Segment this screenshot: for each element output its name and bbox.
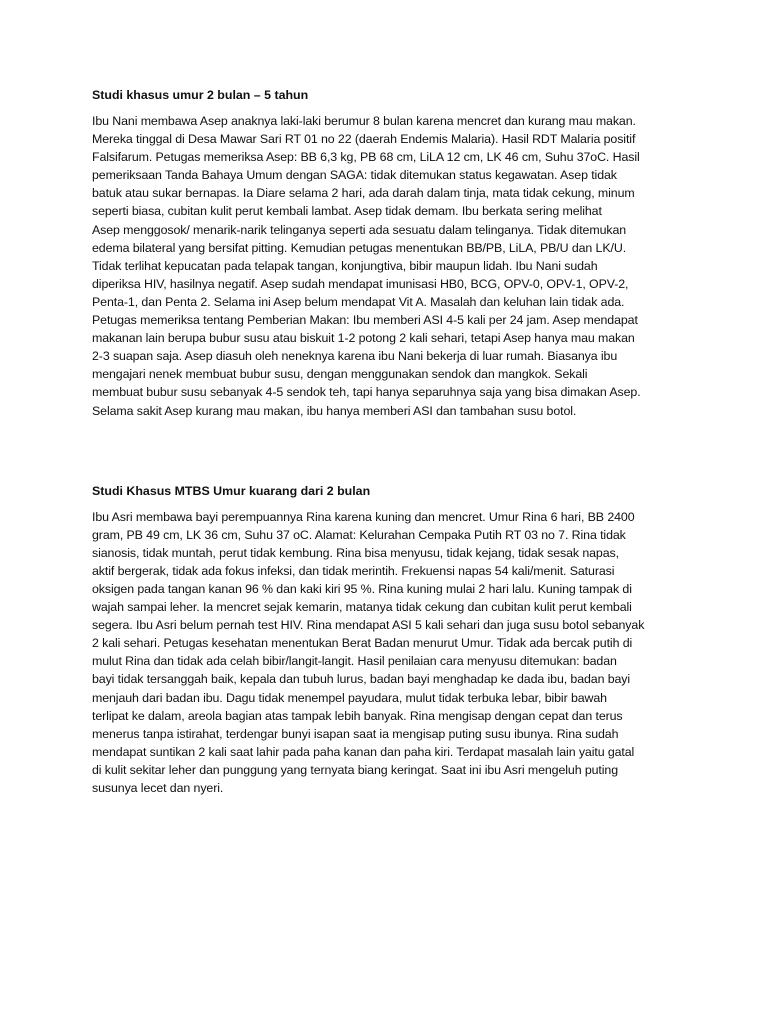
case-study-paragraph [92,112,676,420]
paragraph-line: Ibu Asri membawa bayi perempuannya Rina karena kuning dan mencret. Umur Rina 6 hari, BB 2400 [92,509,635,524]
paragraph-line: Selama sakit Asep kurang mau makan, ibu hanya memberi ASI dan tambahan susu botol. [92,403,577,418]
paragraph-line: pemeriksaan Tanda Bahaya Umum dengan SAGA: tidak ditemukan status kegawatan. Asep tidak [92,168,617,183]
paragraph-line: Ibu Nani membawa Asep anaknya laki-laki berumur 8 bulan karena mencret dan kurang mau makan. [92,114,636,128]
paragraph-line: sianosis, tidak muntah, perut tidak kembung. Rina bisa menyusu, tidak kejang, tidak sesak napas, [92,545,619,560]
paragraph-line: Petugas memeriksa tentang Pemberian Makan: Ibu memberi ASI 4-5 kali per 24 jam. Asep mendapat [92,313,638,328]
paragraph-line: susunya lecet dan nyeri. [92,781,224,795]
paragraph-line: edema bilateral yang bersifat pitting. Kemudian petugas menentukan BB/PB, LiLA, PB/U dan LK/U. [92,240,627,255]
paragraph-line: mengajari nenek membuat bubur susu, dengan menggunakan sendok dan mangkok. Sekali [92,367,588,382]
paragraph-line: 2 kali sehari. Petugas kesehatan menentukan Berat Badan menurut Umur. Tidak ada bercak putih di [92,636,633,651]
paragraph-line: mendapat suntikan 2 kali saat lahir pada paha kanan dan paha kiri. Terdapat masalah lain yaitu gatal [92,744,635,759]
paragraph-line: Penta-1, dan Penta 2. Selama ini Asep belum mendapat Vit A. Masalah dan keluhan lain tidak ada. [92,294,625,309]
paragraph-line: aktif bergerak, tidak ada fokus infeksi, dan tidak merintih. Frekuensi napas 54 kali/menit. Saturasi [92,563,615,578]
case-study-section-2 [92,482,676,798]
paragraph-line: wajah sampai leher. Ia mencret sejak kemarin, matanya tidak cekung dan cubitan kulit perut kembali [92,600,632,615]
document-content [92,86,676,797]
paragraph-line: 2-3 suapan saja. Asep diasuh oleh neneknya karena ibu Nani bekerja di luar rumah. Biasanya ibu [92,349,618,364]
paragraph-line: oksigen pada tangan kanan 96 % dan kaki kiri 95 %. Rina kuning mulai 2 hari lalu. Kuning tampak di [92,581,632,596]
paragraph-line: Falsifarum. Petugas memeriksa Asep: BB 6,3 kg, PB 68 cm, LiLA 12 cm, LK 46 cm, Suhu 37oC. Hasil [92,150,640,165]
paragraph-line: diperiksa HIV, hasilnya negatif. Asep sudah mendapat imunisasi HB0, BCG, OPV-0, OPV-1, OPV-2, [92,276,629,291]
paragraph-line: di kulit sekitar leher dan punggung yang ternyata biang keringat. Saat ini ibu Asri mengeluh puting [92,762,619,777]
case-study-paragraph [92,508,676,798]
paragraph-line: Mereka tinggal di Desa Mawar Sari RT 01 no 22 (daerah Endemis Malaria). Hasil RDT Malaria positif [92,132,636,147]
paragraph-line: batuk atau sukar bernapas. Ia Diare selama 2 hari, ada darah dalam tinja, mata tidak cekung, minum [92,186,635,201]
paragraph-line: mulut Rina dan tidak ada celah bibir/langit-langit. Hasil penilaian cara menyusu ditemukan: badan [92,654,617,669]
paragraph-line: terlipat ke dalam, areola bagian atas tampak lebih banyak. Rina mengisap dengan cepat dan terus [92,708,623,723]
section-title: Studi khasus umur 2 bulan – 5 tahun [92,88,309,102]
paragraph-line: menjauh dari badan ibu. Dagu tidak menempel payudara, mulut tidak terbuka lebar, bibir bawah [92,690,607,705]
paragraph-line: Tidak terlihat kepucatan pada telapak tangan, konjungtiva, bibir maupun lidah. Ibu Nani sudah [92,258,598,273]
case-study-section-1 [92,86,676,420]
paragraph-line: membuat bubur susu sebanyak 4-5 sendok teh, tapi hanya separuhnya saja yang bisa dimakan Asep. [92,385,641,400]
paragraph-line: bayi tidak tersanggah baik, kepala dan tubuh lurus, badan bayi menghadap ke dada ibu, badan bayi [92,672,631,687]
paragraph-line: menerus tanpa istirahat, terdengar bunyi isapan saat ia mengisap puting susu ibunya. Rina sudah [92,726,619,741]
paragraph-line: Asep menggosok/ menarik-narik telinganya seperti ada sesuatu dalam telinganya. Tidak ditemukan [92,222,627,237]
paragraph-line: seperti biasa, cubitan kulit perut kembali lambat. Asep tidak demam. Ibu berkata sering melihat [92,204,602,219]
paragraph-line: gram, PB 49 cm, LK 36 cm, Suhu 37 oC. Alamat: Kelurahan Cempaka Putih RT 03 no 7. Rina tidak [92,527,626,542]
paragraph-line: makanan lain berupa bubur susu atau biskuit 1-2 potong 2 kali sehari, tetapi Asep hanya mau makan [92,331,635,346]
section-title: Studi Khasus MTBS Umur kuarang dari 2 bulan [92,483,371,498]
paragraph-line: segera. Ibu Asri belum pernah test HIV. Rina mendapat ASI 5 kali sehari dan juga susu botol sebanyak [92,618,645,633]
